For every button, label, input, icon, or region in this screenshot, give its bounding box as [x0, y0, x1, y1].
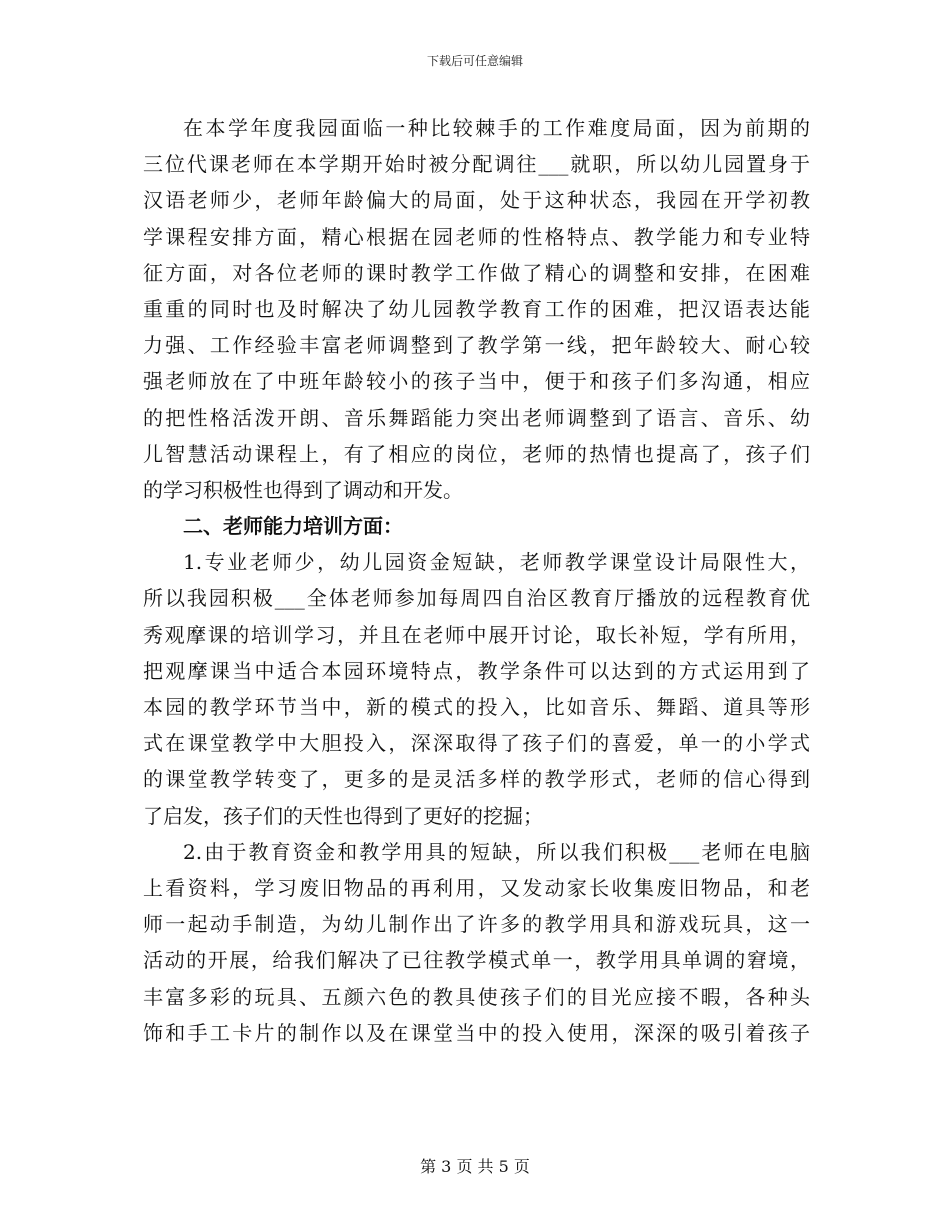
- paragraph-line: 力强、工作经验丰富老师调整到了教学第一线，把年龄较大、耐心较: [143, 333, 810, 358]
- paragraph-line: 的把性格活泼开朗、音乐舞蹈能力突出老师调整到了语言、音乐、幼: [143, 405, 810, 430]
- paragraph-line: 活动的开展，给我们解决了已往教学模式单一，教学用具单调的窘境，: [143, 948, 810, 973]
- paragraph-line: 的课堂教学转变了，更多的是灵活多样的教学形式，老师的信心得到: [143, 767, 810, 792]
- paragraph-line: 三位代课老师在本学期开始时被分配调往___就职，所以幼儿园置身于: [143, 152, 810, 177]
- document-body: [143, 110, 810, 1051]
- paragraph-line: 在本学年度我园面临一种比较棘手的工作难度局面，因为前期的: [183, 116, 810, 140]
- paragraph-line: 1.专业老师少，幼儿园资金短缺，老师教学课堂设计局限性大，: [183, 550, 810, 575]
- paragraph-line: 所以我园积极___全体老师参加每周四自治区教育厅播放的远程教育优: [143, 586, 810, 611]
- paragraph-line: 饰和手工卡片的制作以及在课堂当中的投入使用，深深的吸引着孩子: [143, 1020, 810, 1045]
- paragraph-line: 2.由于教育资金和教学用具的短缺，所以我们积极___老师在电脑: [183, 839, 810, 864]
- paragraph-line: 了启发，孩子们的天性也得到了更好的挖掘；: [143, 803, 543, 828]
- paragraph-line: 汉语老师少，老师年龄偏大的局面，处于这种状态，我园在开学初教: [143, 188, 810, 213]
- paragraph-line: 秀观摩课的培训学习，并且在老师中展开讨论，取长补短，学有所用，: [143, 622, 810, 647]
- page-number-footer: 第 3 页 共 5 页: [420, 1157, 530, 1176]
- paragraph-line: 儿智慧活动课程上，有了相应的岗位，老师的热情也提高了，孩子们: [143, 441, 810, 466]
- section-heading: 二、老师能力培训方面：: [183, 514, 403, 539]
- paragraph-line: 师一起动手制造，为幼儿制作出了许多的教学用具和游戏玩具，这一: [143, 912, 810, 937]
- paragraph-line: 重重的同时也及时解决了幼儿园教学教育工作的困难，把汉语表达能: [143, 296, 810, 321]
- paragraph-line: 学课程安排方面，精心根据在园老师的性格特点、教学能力和专业特: [143, 224, 810, 249]
- paragraph-line: 征方面，对各位老师的课时教学工作做了精心的调整和安排，在困难: [143, 260, 810, 285]
- paragraph-line: 式在课堂教学中大胆投入，深深取得了孩子们的喜爱，单一的小学式: [143, 731, 810, 756]
- paragraph-line: 丰富多彩的玩具、五颜六色的教具使孩子们的目光应接不暇，各种头: [143, 984, 810, 1009]
- paragraph-line: 把观摩课当中适合本园环境特点，教学条件可以达到的方式运用到了: [143, 658, 810, 683]
- paragraph-line: 强老师放在了中班年龄较小的孩子当中，便于和孩子们多沟通，相应: [143, 369, 810, 394]
- paragraph-line: 上看资料，学习废旧物品的再利用，又发动家长收集废旧物品，和老: [143, 875, 810, 900]
- page-header: 下载后可任意编辑: [426, 54, 523, 68]
- paragraph-line: 本园的教学环节当中，新的模式的投入，比如音乐、舞蹈、道具等形: [143, 695, 810, 719]
- paragraph-line: 的学习积极性也得到了调动和开发。: [143, 477, 463, 502]
